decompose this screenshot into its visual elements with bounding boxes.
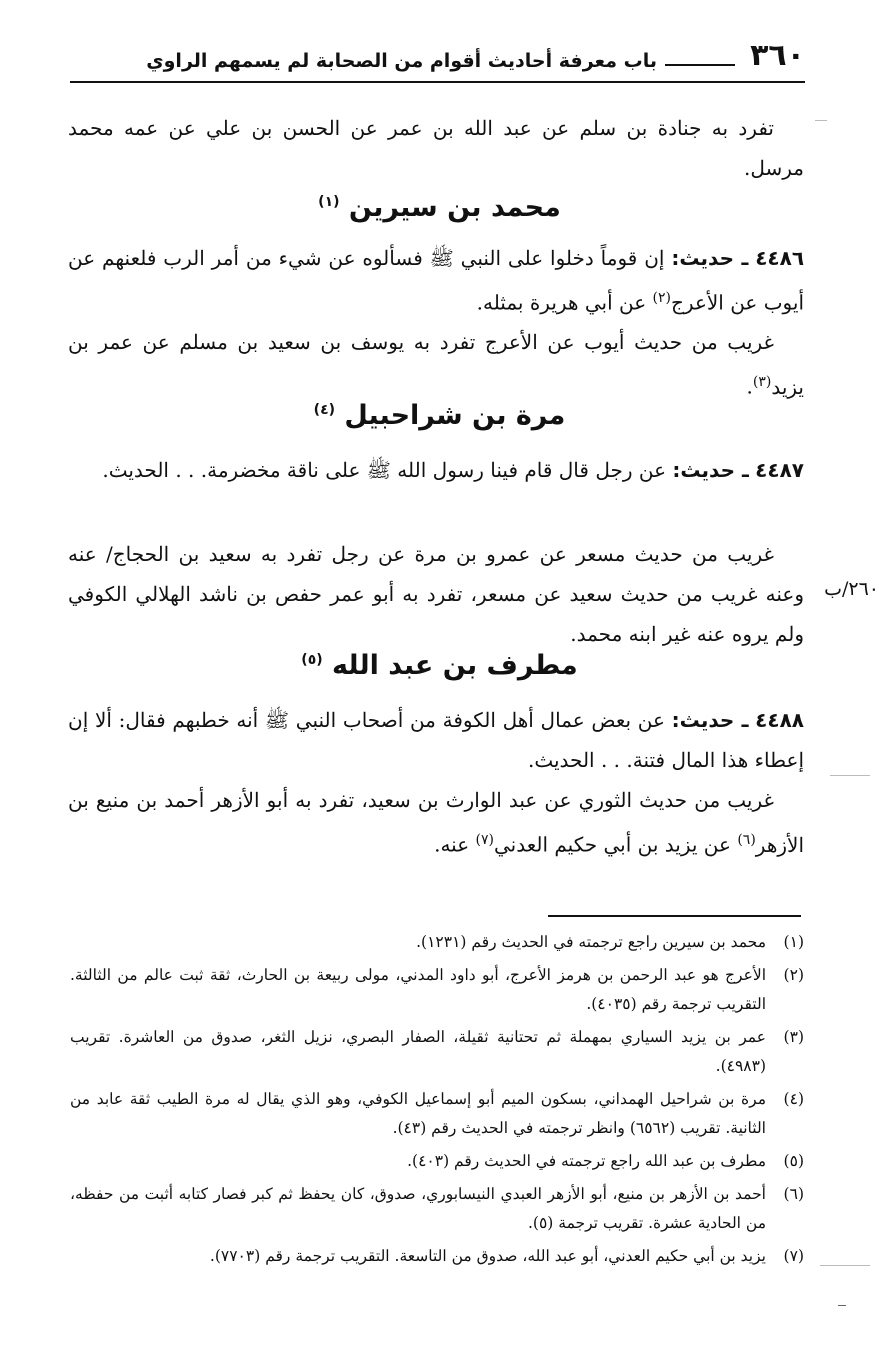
scan-speck (820, 1265, 870, 1266)
footnotes (70, 928, 804, 1275)
comment-4487: غريب من حديث مسعر عن عمرو بن مرة عن رجل تفرد به سعيد بن الحجاج/ عنه وعنه غريب من حديث سعيد عن مسعر، تفرد به أبو عمر حفص بن ناشد الهلالي الكوفي ولم يروه عنه غير ابنه محمد. (68, 542, 804, 646)
scan-speck (815, 120, 827, 121)
page-header (70, 38, 805, 78)
footnote-7: (٧) يزيد بن أبي حكيم العدني، أبو عبد الله، صدوق من التاسعة. التقريب ترجمة رقم (٧٧٠٣). (209, 1247, 804, 1265)
footnote-ref: (٤) (313, 402, 336, 418)
footnote-ref: (٥) (301, 652, 323, 668)
footnote-2: (٢) الأعرج هو عبد الرحمن بن هرمز الأعرج، أبو داود المدني، مولى ربيعة بن الحارث، ثقة ثبت عالم من الثالثة. التقريب ترجمة رقم (٤٠٣٥). (70, 966, 804, 1013)
header-rule (70, 81, 805, 83)
hadith-number: ٤٤٨٧ (755, 458, 804, 482)
scan-speck (830, 775, 870, 776)
footnote-3: (٣) عمر بن يزيد السياري بمهملة ثم تحتانية ثقيلة، الصفار البصري، نزيل الثغر، صدوق من العاشرة. تقريب (٤٩٨٣). (70, 1028, 804, 1075)
footnote-4: (٤) مرة بن شراحيل الهمداني، بسكون الميم أبو إسماعيل الكوفي، وهو الذي يقال له مرة الطيب ثقة عابد من الثانية. تقريب (٦٥٦٢) وانظر ترجمته في الحديث رقم (٤٣). (70, 1090, 804, 1137)
footnote-6: (٦) أحمد بن الأزهر بن منيع، أبو الأزهر العبدي النيسابوري، صدوق، كان يحفظ ثم كبر فصار كتابه أثبت من حفظه، من الحادية عشرة. تقريب ترجمة (٥). (70, 1185, 804, 1232)
footnote-ref: (٦) (737, 832, 756, 848)
footnote-ref: (١) (318, 194, 340, 210)
intro-paragraph: تفرد به جنادة بن سلم عن عبد الله بن عمر عن الحسن بن علي عن عمه محمد مرسل. (68, 116, 804, 180)
hadith-label: ـ حديث: (671, 246, 749, 270)
header-dash (665, 64, 735, 66)
hadith-4488: ٤٤٨٨ ـ حديث: عن بعض عمال أهل الكوفة من أصحاب النبي ﷺ أنه خطبهم فقال: ألا إن إعطاء هذا المال فتنة. . . الحديث. (68, 708, 804, 772)
footnote-separator (548, 915, 801, 917)
section-title-ibn-sirin: محمد بن سيرين $^{(١)}$ (318, 192, 561, 223)
hadith-4487: ٤٤٨٧ ـ حديث: عن رجل قال قام فينا رسول الله ﷺ على ناقة مخضرمة. . . الحديث. (102, 458, 804, 482)
page-number: ٣٦٠ (750, 38, 805, 73)
section-title-mutarrif: مطرف بن عبد الله $^{(٥)}$ (301, 650, 578, 681)
hadith-4486: ٤٤٨٦ ـ حديث: إن قوماً دخلوا على النبي ﷺ فسألوه عن شيء من أمر الرب فلعنهم عن أيوب عن الأعرج$^{(٢)}$ عن أبي هريرة بمثله. (68, 246, 805, 315)
hadith-label: ـ حديث: (672, 458, 749, 482)
section-title-murra: مرة بن شراحبيل $^{(٤)}$ (313, 400, 566, 431)
comment-4486: غريب من حديث أيوب عن الأعرج تفرد به يوسف بن سعيد بن مسلم عن عمر بن يزيد$^{(٣)}$. (68, 330, 804, 399)
scan-speck (838, 1305, 846, 1306)
footnote-ref: (٧) (475, 832, 494, 848)
hadith-number: ٤٤٨٨ (755, 708, 804, 732)
hadith-number: ٤٤٨٦ (755, 246, 805, 270)
footnote-1: (١) محمد بن سيرين راجع ترجمته في الحديث رقم (١٢٣١). (416, 933, 804, 951)
footnote-ref: (٣) (752, 374, 772, 390)
footnote-5: (٥) مطرف بن عبد الله راجع ترجمته في الحديث رقم (٤٠٣). (407, 1152, 804, 1170)
manuscript-folio-note: ٢٦٠/ب (824, 578, 879, 600)
comment-4488: غريب من حديث الثوري عن عبد الوارث بن سعيد، تفرد به أبو الأزهر أحمد بن منيع بن الأزهر$^{(٦)}$ عن يزيد بن أبي حكيم العدني$^{(٧)}$ عنه. (68, 788, 804, 857)
chapter-title: باب معرفة أحاديث أقوام من الصحابة لم يسمهم الراوي (146, 50, 657, 72)
hadith-label: ـ حديث: (671, 708, 749, 732)
footnote-ref: (٢) (652, 290, 671, 306)
